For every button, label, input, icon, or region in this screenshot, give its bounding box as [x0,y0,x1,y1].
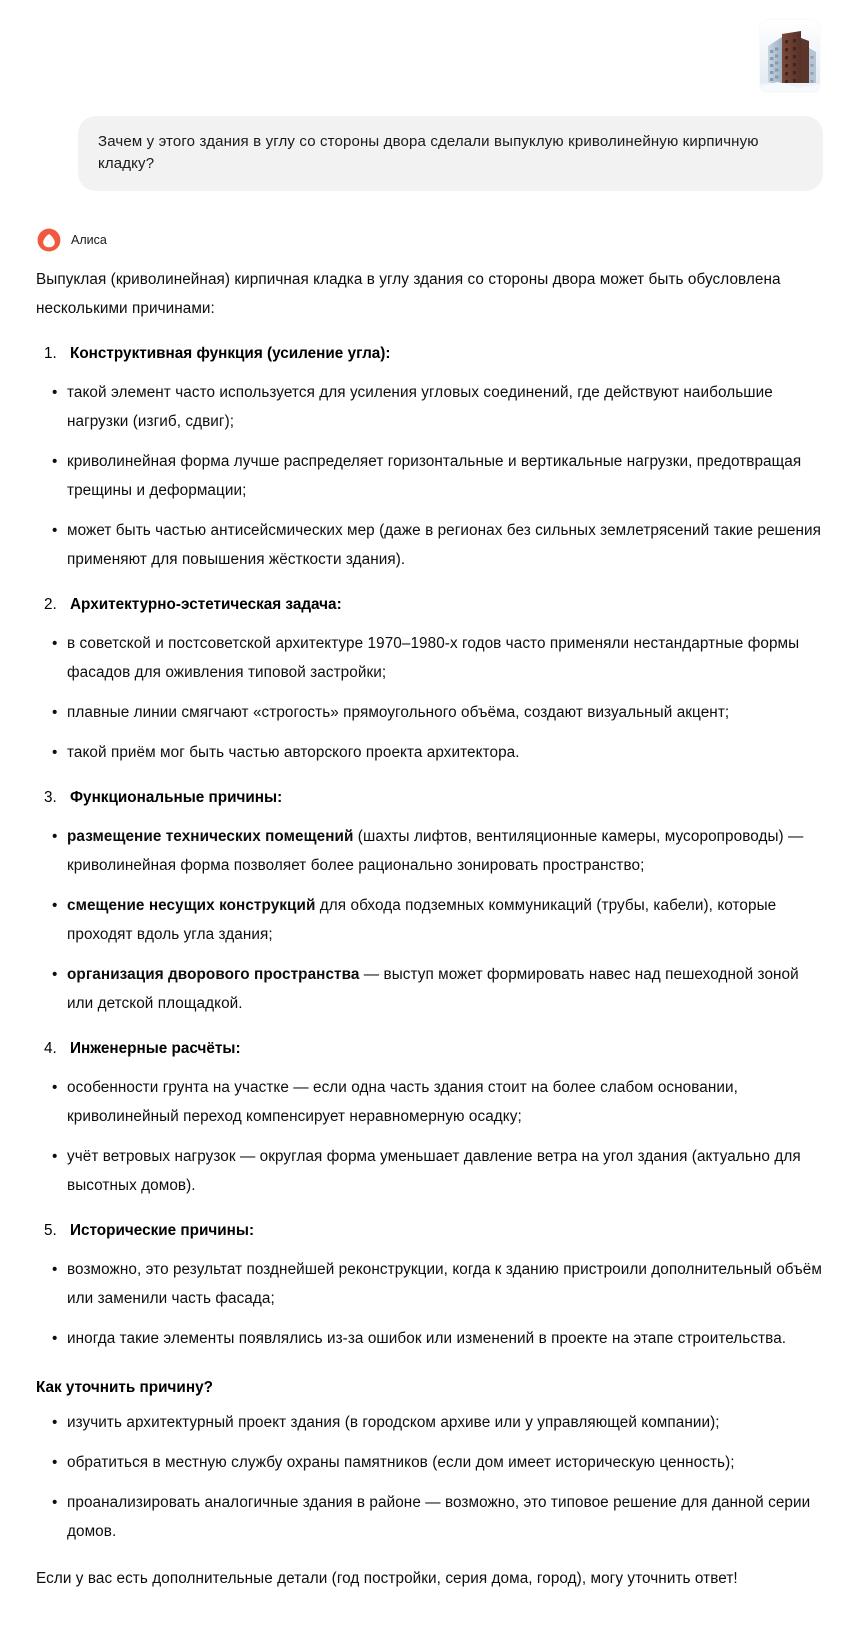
reason-section [36,1034,823,1200]
reason-bullet-rest: для обхода подземных коммуникаций (трубы, кабели), которые проходят вдоль угла здания; [67,897,777,943]
reason-bullet-item [36,822,823,880]
reason-bullet-lead: смещение несущих конструкций [67,897,316,914]
assistant-closing-paragraph: Если у вас есть дополнительные детали (год постройки, серия дома, город), могу уточнить ответ! [36,1570,738,1587]
reason-section [36,783,823,1018]
closing-bullet-item: • проанализировать аналогичные здания в районе — возможно, это типовое решение для данной серии домов. [36,1488,823,1546]
reason-bullet-item: • может быть частью антисейсмических мер (даже в регионах без сильных землетрясений такие решения применяют для повышения жёсткости здания). [36,516,823,574]
reason-bullets-list [36,1073,823,1200]
reason-bullets-list [36,822,823,1018]
reason-bullet-item: • плавные линии смягчают «строгость» прямоугольного объёма, создают визуальный акцент; [36,698,823,727]
reason-bullets-list [36,378,823,574]
reason-bullet-item: • иногда такие элементы появлялись из-за ошибок или изменений в проекте на этапе строительства. [36,1324,823,1353]
reason-section-title: Функциональные причины: [70,789,283,806]
reason-section-title: Исторические причины: [70,1222,255,1239]
reasons-list [36,339,823,1353]
reason-bullet-item: • такой приём мог быть частью авторского проекта архитектора. [36,738,823,767]
closing-bullet-item: • обратиться в местную службу охраны памятников (если дом имеет историческую ценность); [36,1448,823,1477]
assistant-intro-paragraph: Выпуклая (криволинейная) кирпичная кладка в углу здания со стороны двора может быть обусловлена несколькими причинами: [36,271,781,317]
reason-bullet-item: • возможно, это результат позднейшей реконструкции, когда к зданию пристроили дополнительный объём или заменили часть фасада; [36,1255,823,1313]
assistant-message [0,191,853,1633]
reason-bullet-rest: (шахты лифтов, вентиляционные камеры, мусоропроводы) — криволинейная форма позволяет более рационально зонировать пространство; [67,828,804,874]
reason-bullet-item: • такой элемент часто используется для усиления угловых соединений, где действуют наибольшие нагрузки (изгиб, сдвиг); [36,378,823,436]
reason-bullet-item: • криволинейная форма лучше распределяет горизонтальные и вертикальные нагрузки, предотвращая трещины и деформации; [36,447,823,505]
reason-bullet-item [36,960,823,1018]
reason-section [36,1216,823,1353]
reason-section [36,339,823,574]
assistant-name: Алиса [71,232,107,247]
reason-bullet-lead: размещение технических помещений [67,828,354,845]
building-photo-thumbnail[interactable] [760,20,820,92]
reason-bullet-item [36,891,823,949]
reason-section-title: Инженерные расчёты: [70,1040,241,1057]
reason-bullets-list [36,629,823,767]
attachment-row [0,0,853,92]
reason-section-title: Архитектурно-эстетическая задача: [70,596,342,613]
reason-bullet-item: • особенности грунта на участке — если одна часть здания стоит на более слабом основании, криволинейный переход компенсирует неравномерную осадку; [36,1073,823,1131]
reason-bullet-item: • в советской и постсоветской архитектуре 1970–1980-х годов часто применяли нестандартные формы фасадов для оживления типовой застройки; [36,629,823,687]
assistant-header [36,227,823,253]
user-message-bubble: Зачем у этого здания в углу со стороны двора сделали выпуклую криволинейную кирпичную кладку? [78,116,823,191]
building-photo-image [760,20,820,92]
closing-bullet-item: • изучить архитектурный проект здания (в городском архиве или у управляющей компании); [36,1408,823,1437]
reason-section [36,590,823,767]
reason-bullets-list [36,1255,823,1353]
reason-bullet-rest: — выступ может формировать навес над пешеходной зоной или детской площадкой. [67,966,799,1012]
reason-bullet-lead: организация дворового пространства [67,966,360,983]
closing-bullets-list [36,1408,823,1546]
closing-heading: Как уточнить причину? [36,1379,213,1396]
reason-bullet-item: • учёт ветровых нагрузок — округлая форма уменьшает давление ветра на угол здания (актуально для высотных домов). [36,1142,823,1200]
user-message-row [0,92,853,191]
alice-logo-icon [36,227,62,253]
reason-section-title: Конструктивная функция (усиление угла): [70,345,391,362]
